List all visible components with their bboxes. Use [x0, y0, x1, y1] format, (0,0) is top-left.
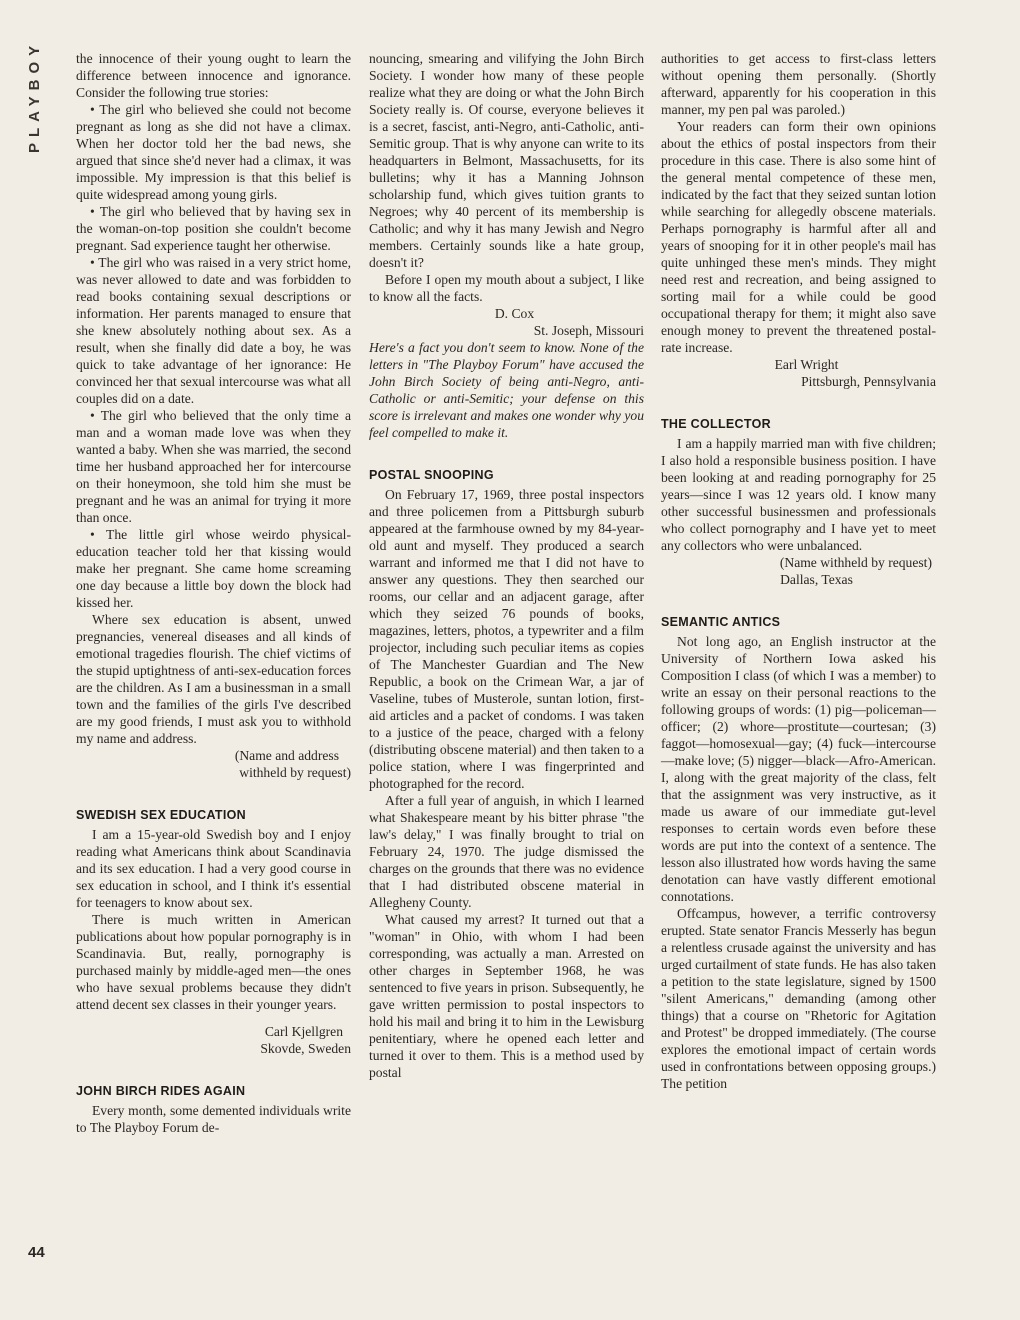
signature-line: (Name and address	[234, 748, 339, 763]
editor-reply: Here's a fact you don't seem to know. None of the letters in "The Playboy Forum" have accused the John Birch Society of being anti-Negro, anti-Catholic or anti-Semitic; your defense on this score is irrelevant and makes one wonder why you feel compelled to make it.	[369, 340, 644, 440]
signature-name: Earl Wright	[774, 357, 839, 372]
paragraph: What caused my arrest? It turned out that a "woman" in Ohio, with whom I had been corresponding, was actually a man. Arrested on other charges in September 1968, he was sentenced to five years in prison. Subsequently, he gave written permission to postal inspectors to hold his mail and bring it to him in the Lewisburg penitentiary, where he opened each letter and turned it over to them. This is a method used by postal	[369, 912, 644, 1080]
paragraph: Offcampus, however, a terrific controversy erupted. State senator Francis Messerly has begun a relentless crusade against the university and has urged curtailment of state funds. He has also taken a petition to the state legislature, signed by 1500 "silent Americans," demanding (among other things) that a course on "Rhetoric for Agitation and Protest" be dropped immediately. (The course explores the emotional impact of certain words used in confrontations between opposing groups.) The petition	[661, 906, 936, 1091]
signature-name: Carl Kjellgren	[264, 1024, 343, 1039]
paragraph: Where sex education is absent, unwed pregnancies, venereal diseases and all kinds of emotional tragedies flourish. The chief victims of the stupid uptightness of anti-sex-education forces are the children. As I am a businessman in a small town and the families of the girls I've described are my good friends, I must ask you to withhold my name and address.	[76, 612, 351, 746]
section-heading: JOHN BIRCH RIDES AGAIN	[76, 1084, 246, 1098]
paragraph: Not long ago, an English instructor at the University of Northern Iowa asked his Composition I class (of which I was a member) to write an essay on their personal reactions to the following groups of words: (1) pig—policeman—officer; (2) whore—prostitute—courtesan; (3) faggot—homosexual—gay; (4) fuck—intercourse—make love; (5) nigger—black—Afro-American. I, along with the great majority of the class, felt that the assignment was very instructive, as it made us aware of our immediate gut-level responses to certain words even before these words are put into the context of a sentence. The lesson also illustrated how words having the same denotation can have vastly different emotional connotations.	[661, 634, 936, 904]
paragraph: Your readers can form their own opinions about the ethics of postal inspectors from their procedure in this case. There is also some hint of the general mental competence of these men, indicated by the fact that they seized suntan lotion while searching for allegedly obscene materials. Perhaps pornography is harmful after all and years of snooping for it in other people's mail has quite unhinged these men's minds. They might need rest and recreation, and being assigned to sorting mail for a while could be good occupational therapy for them; it might also save enough money to prevent the threatened postal-rate increase.	[661, 119, 936, 355]
paragraph: the innocence of their young ought to learn the difference between innocence and ignorance. Consider the following true stories:	[76, 51, 351, 100]
column-3	[661, 50, 936, 1092]
paragraph: There is much written in American publications about how popular pornography is in Scandinavia. But, really, pornography is purchased mainly by middle-aged men—the ones who have sexual problems because they didn't attend decent sex classes in their younger years.	[76, 912, 351, 1012]
page-number: 44	[28, 1244, 45, 1261]
section-heading: SWEDISH SEX EDUCATION	[76, 808, 246, 822]
paragraph: Every month, some demented individuals write to The Playboy Forum de-	[76, 1103, 351, 1135]
list-item: • The girl who believed she could not become pregnant as long as she did not have a climax. When her doctor told her the bad news, she argued that since she'd never had a climax, it was impossible. My impression is that this belief is quite widespread among young girls.	[76, 102, 351, 202]
signature-place: Dallas, Texas	[780, 572, 853, 587]
signature-place: Skovde, Sweden	[260, 1041, 351, 1056]
paragraph: Before I open my mouth about a subject, I like to know all the facts.	[369, 272, 644, 304]
section-heading: SEMANTIC ANTICS	[661, 615, 781, 629]
list-item: • The little girl whose weirdo physical-education teacher told her that kissing would make her pregnant. She came home screaming one day because a little boy down the block had kissed her.	[76, 527, 351, 610]
list-item: • The girl who believed that by having sex in the woman-on-top position she couldn't become pregnant. Sad experience taught her otherwise.	[76, 204, 351, 253]
signature-name: D. Cox	[494, 306, 535, 321]
column-2	[369, 50, 644, 1081]
column-1	[76, 50, 351, 1136]
signature-place: Pittsburgh, Pennsylvania	[801, 374, 936, 389]
paragraph: I am a 15-year-old Swedish boy and I enjoy reading what Americans think about Scandinavia and its sex education. I had a very good course in sex education in school, and I think it's essential for teenagers to know about sex.	[76, 827, 351, 910]
section-heading: POSTAL SNOOPING	[369, 468, 494, 482]
paragraph: nouncing, smearing and vilifying the John Birch Society. I wonder how many of these people realize what they are doing or what the John Birch Society really is. Of course, everyone believes it is a secret, fascist, anti-Negro, anti-Catholic, anti-Semitic group. That is why anyone can write to its headquarters in Belmont, Massachusetts, for its bulletins; why it has a Manning Johnson scholarship fund, which gives tuition grants to Negroes; why 40 percent of its membership is Catholic; and why it has many Jewish and Negro members. Certainly sounds like a hate group, doesn't it?	[369, 51, 644, 270]
list-item: • The girl who was raised in a very strict home, was never allowed to date and was forbidden to read books containing sexual descriptions or information. Her parents managed to ensure that she knew absolutely nothing about sex. As a result, when she finally did date a boy, he was quick to take advantage of her ignorance: He convinced her that sexual intercourse was what all couples did on a date.	[76, 255, 351, 406]
signature-line: withheld by request)	[239, 765, 351, 780]
masthead-side: PLAYBOY	[26, 40, 43, 154]
paragraph: authorities to get access to first-class letters without opening them personally. (Shortly afterward, apparently for his cooperation in this manner, my pen pal was paroled.)	[661, 51, 936, 117]
paragraph: After a full year of anguish, in which I learned what Shakespeare meant by his bitter phrase "the law's delay," I was finally brought to trial on February 24, 1970. The judge dismissed the charges on the grounds that there was no evidence that I had distributed obscene material in Allegheny County.	[369, 793, 644, 910]
paragraph: I am a happily married man with five children; I also hold a responsible business position. I have been looking at and reading pornography for 25 years—since I was 12 years old. I know many other successful businessmen and professionals who collect pornography and I have yet to meet any collectors who were unbalanced.	[661, 436, 936, 553]
signature-name: (Name withheld by request)	[779, 555, 932, 570]
section-heading: THE COLLECTOR	[661, 417, 771, 431]
signature-place: St. Joseph, Missouri	[533, 323, 644, 338]
paragraph: On February 17, 1969, three postal inspectors and three policemen from a Pittsburgh suburb appeared at the farmhouse owned by my 84-year-old aunt and myself. They produced a search warrant and informed me that I did not have to answer any questions. They then searched our rooms, our cellar and an adjacent garage, after which they seized 76 pounds of books, magazines, letters, photos, a typewriter and a film projector, including such peculiar items as copies of The Manchester Guardian and The New Republic, a book on the Crimean War, a jar of Vaseline, tubes of Musterole, suntan lotion, first-aid articles and a packet of condoms. I was taken to a justice of the peace, charged with a felony (distributing obscene material) and then taken to a police station, where I was fingerprinted and photographed for the record.	[369, 487, 644, 791]
list-item: • The girl who believed that the only time a man and a woman made love was when they wanted a baby. When she was married, the second time her husband approached her for intercourse on their honeymoon, she told him she must be pregnant and he was an animal for trying it more than once.	[76, 408, 351, 525]
